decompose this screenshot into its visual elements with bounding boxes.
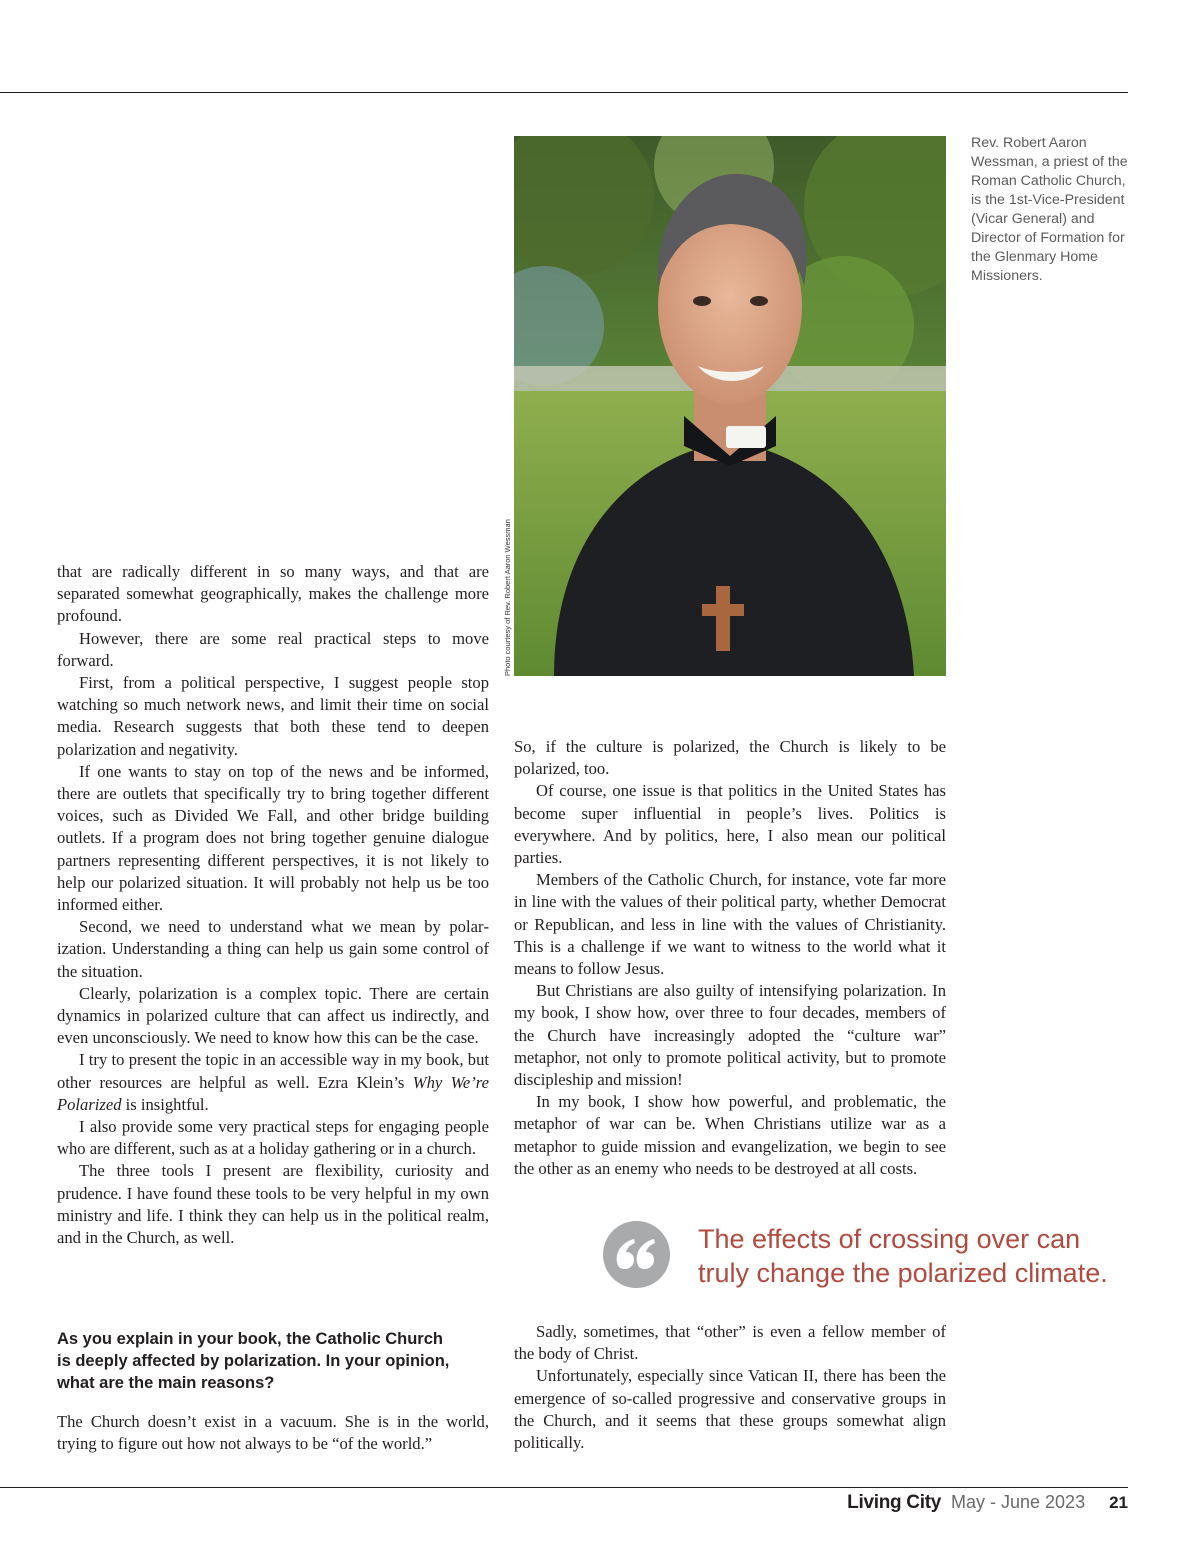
interview-question: As you explain in your book, the Catholic Church is deeply affected by polarization. In your opinion, what are the main reasons?: [57, 1330, 450, 1393]
paragraph: Of course, one issue is that politics in the United States has become super influential in people’s lives. Politics is everywhere. And by politics, here, I also mean our political parties.: [514, 781, 946, 868]
paragraph: However, there are some real practical steps to move forward.: [57, 628, 489, 670]
paragraph: I also provide some very practical steps for engaging people who are different, such as at a holiday gathering or in a church.: [57, 1117, 489, 1159]
paragraph: First, from a political perspective, I suggest people stop watching so much network news, and limit their time on social media. Research suggests that both these tend to deepen polarization and negativity.: [57, 673, 489, 759]
quotation-mark-icon: [603, 1221, 670, 1288]
paragraph: Clearly, polarization is a complex topic. There are certain dynamics in polarized culture that can affect us indirectly, and even unconsciously. We need to know how this can be the case.: [57, 983, 489, 1048]
paragraph: that are radically different in so many ways, and that are separated somewhat geographically, makes the challenge more profound.: [57, 562, 489, 626]
paragraph: Second, we need to understand what we mean by polarization. Understanding a thing can help us gain some control of the situation.: [57, 917, 489, 981]
paragraph: So, if the culture is polarized, the Church is likely to be polarized, too.: [514, 737, 946, 779]
paragraph: Members of the Catholic Church, for instance, vote far more in line with the values of their political party, whether Democrat or Republican, and less in line with the values of Christianity. This is a challenge if we want to witness to the world what it means to follow Jesus.: [514, 870, 946, 979]
photo-caption: Rev. Robert Aaron Wessman, a priest of the Roman Catholic Church, is the 1st-Vice-President (Vicar General) and Director of Formation for the Glenmary Home Missioners.: [971, 135, 1128, 284]
middle-column-bottom: [514, 1321, 946, 1454]
portrait-photo: [514, 136, 946, 676]
left-column-top: [57, 561, 489, 1249]
paragraph-text: I try to present the topic in an accessible way in my book, but other resources are helpful as well. Ezra Klein’s: [57, 1050, 489, 1092]
paragraph-text: is insightful.: [121, 1094, 209, 1114]
bottom-rule: [0, 1487, 1128, 1488]
paragraph: Unfortunately, especially since Vatican II, there has been the emergence of so-called progressive and conservative groups in the Church, and it seems that these groups somewhat align politically.: [514, 1366, 946, 1453]
paragraph: Sadly, sometimes, that “other” is even a fellow member of the body of Christ.: [514, 1322, 946, 1364]
pull-quote: The effects of crossing over can truly change the polarized climate.: [698, 1224, 1108, 1288]
paragraph: In my book, I show how powerful, and problematic, the metaphor of war can be. When Christians utilize war as a metaphor to guide mission and evangelization, we begin to see the other as an enemy who needs to be destroyed at all costs.: [514, 1092, 946, 1178]
middle-column-top: [514, 736, 946, 1180]
paragraph: The Church doesn’t exist in a vacuum. She is in the world, trying to figure out how not always to be “of the world.”: [57, 1412, 489, 1454]
paragraph: If one wants to stay on top of the news and be informed, there are outlets that specifically try to bring together different voices, such as Divided We Fall, and other bridge building outlets. If a program does not bring together genuine dialogue partners representing different perspectives, it is not likely to help our polarized situation. It will probably not help us be too informed either.: [57, 761, 489, 915]
book-title: Why We’re Polarized: [57, 1072, 489, 1114]
left-column-bottom: [57, 1411, 489, 1455]
top-rule: [0, 92, 1128, 93]
photo-credit: Photo courtesy of Rev. Robert Aaron Wessman: [503, 519, 512, 676]
magazine-name: Living City: [847, 1492, 941, 1513]
paragraph-klein: [57, 1049, 489, 1116]
paragraph: But Christians are also guilty of intensifying polarization. In my book, I show how, over three to four decades, members of the Church have increasingly adopted the “culture war” metaphor, not only to promote political activity, but to promote discipleship and mission!: [514, 981, 946, 1090]
issue-date: May - June 2023: [951, 1492, 1086, 1512]
page-number: 21: [1109, 1493, 1128, 1512]
page-footer: [847, 1492, 1128, 1520]
paragraph: The three tools I present are flexibility, curiosity and prudence. I have found these tools to be very helpful in my own ministry and life. I think they can help us in the political realm, and in the Church, as well.: [57, 1161, 489, 1248]
